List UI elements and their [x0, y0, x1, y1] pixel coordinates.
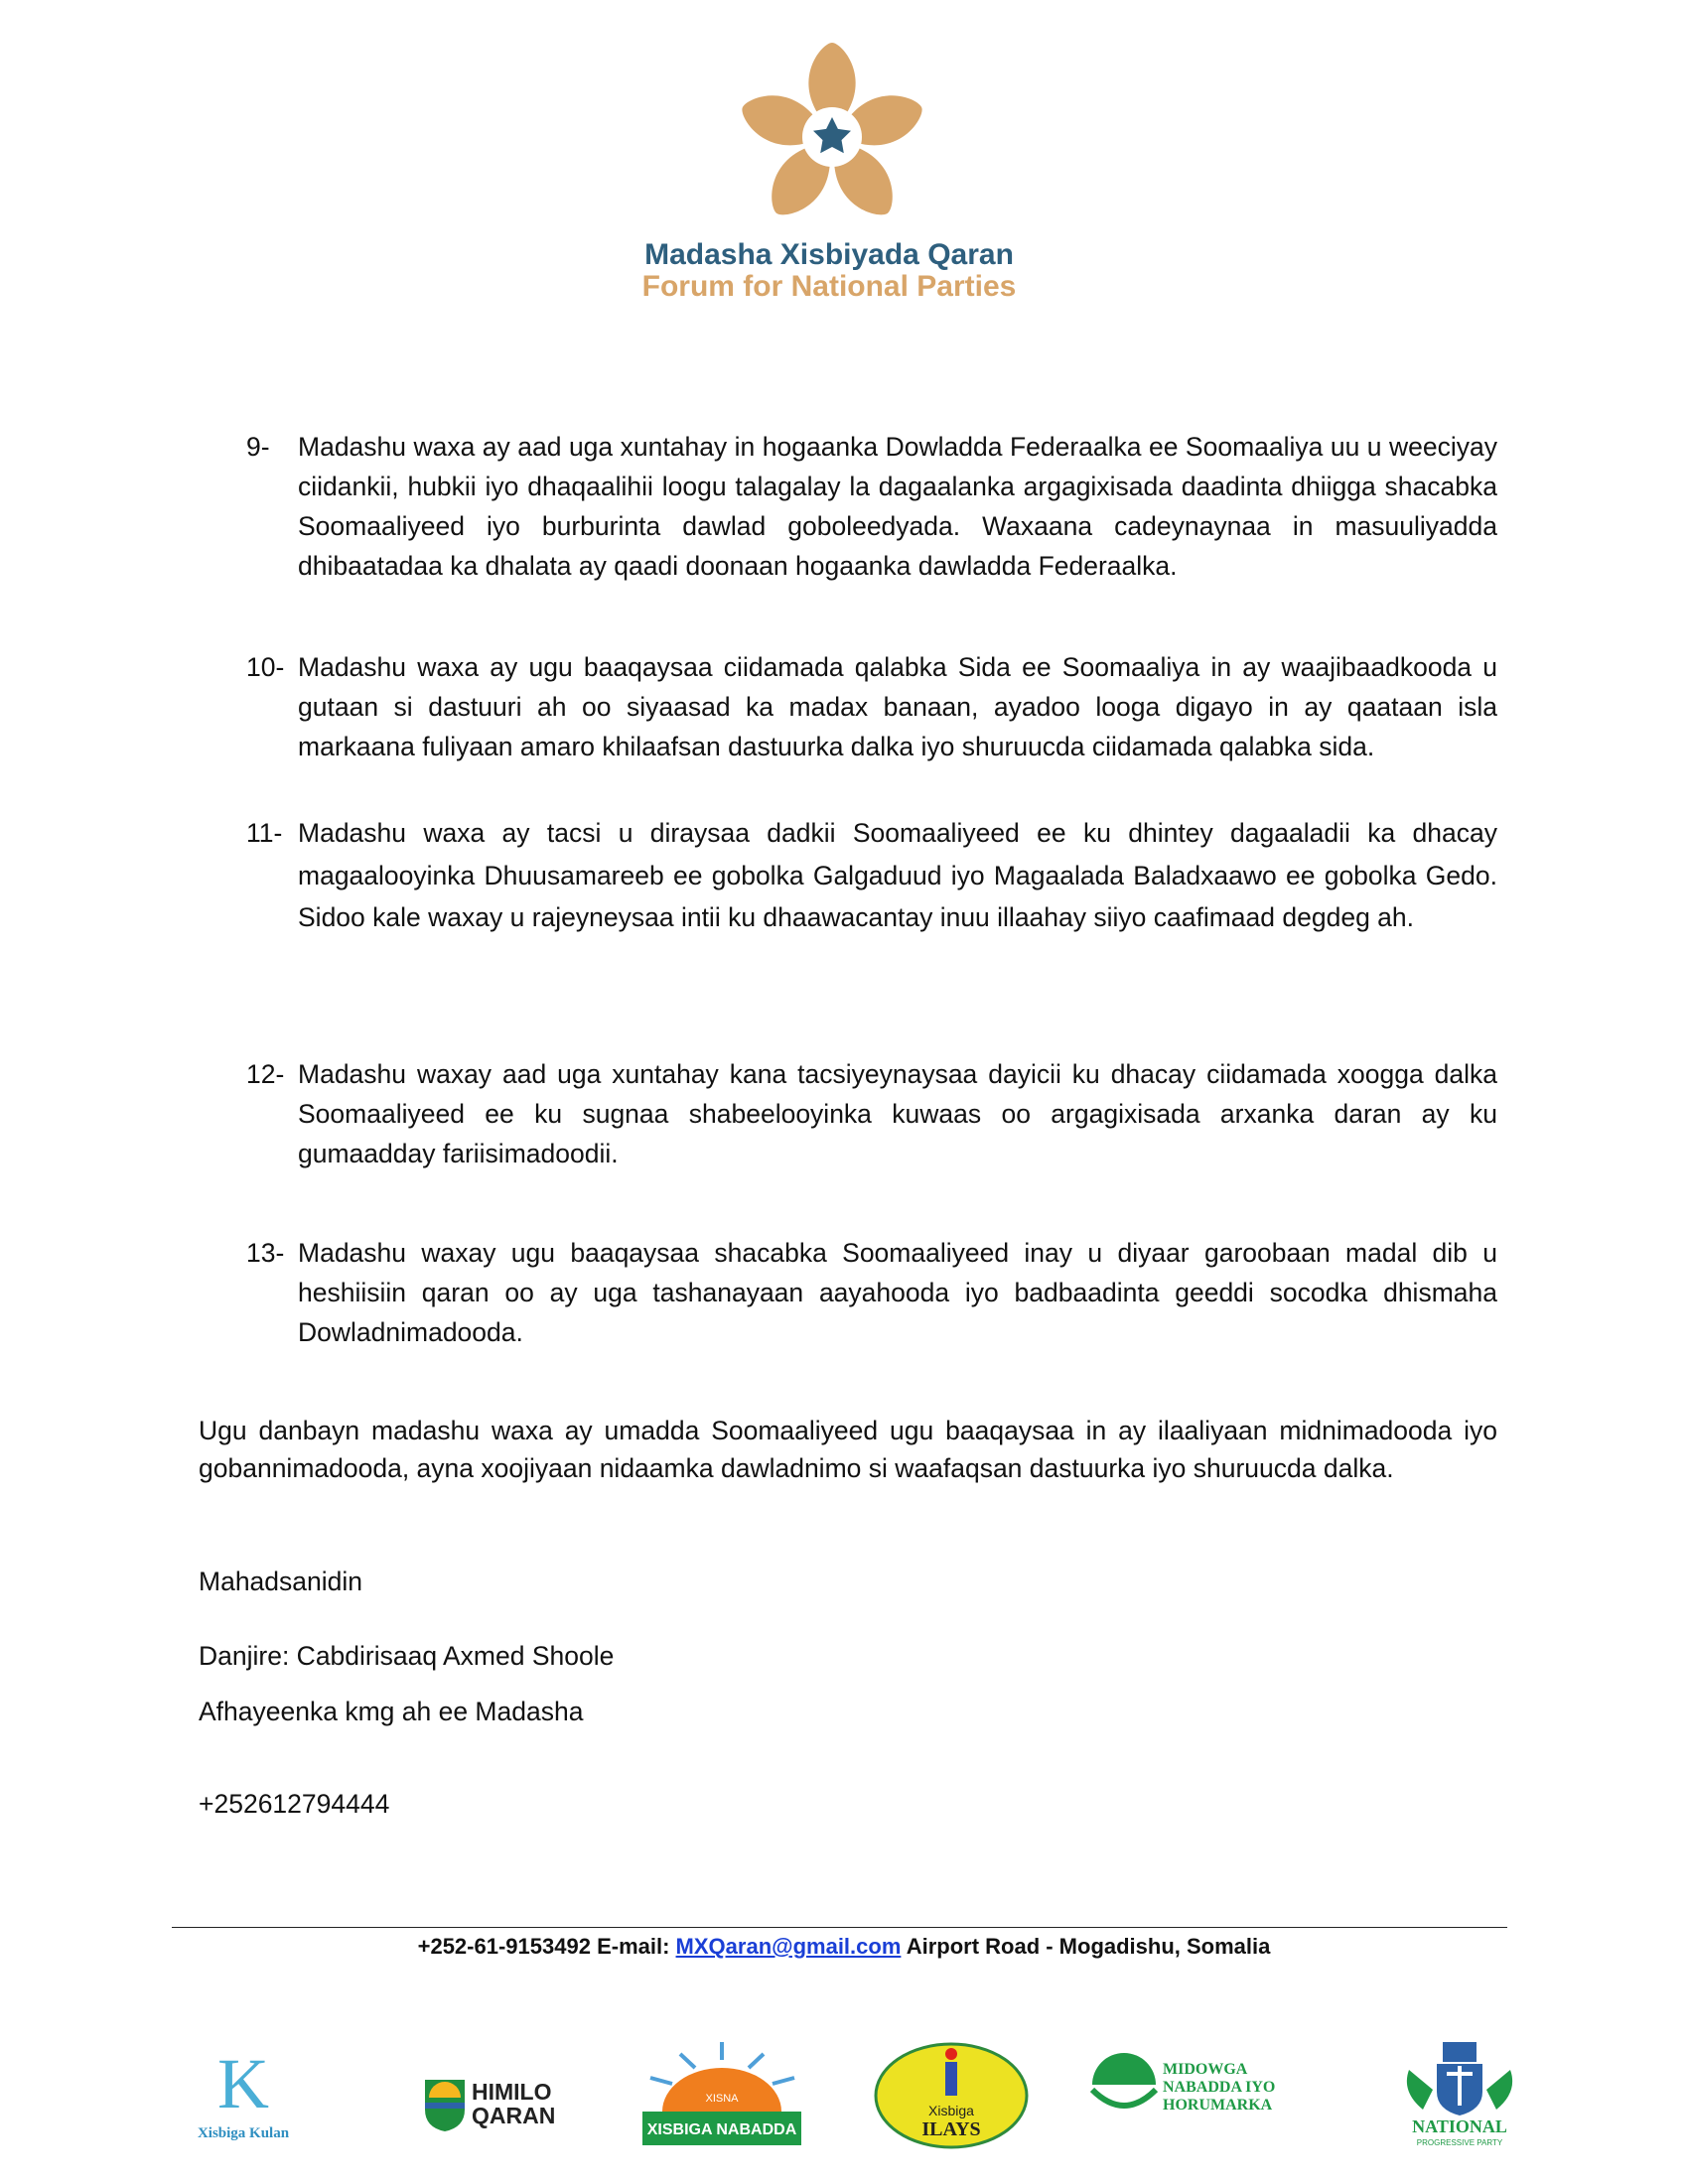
xisbiga-ilays-logo-icon — [872, 2040, 1031, 2149]
svg-text:HIMILO: HIMILO — [472, 2079, 552, 2105]
svg-text:Xisbiga: Xisbiga — [928, 2103, 974, 2118]
item-text: Madashu waxa ay aad uga xuntahay in hogaanka Dowladda Federaalka ee Soomaaliya uu u weeciyay ciidankii, hubkii iyo dhaqaalihii loogu talagalay la dagaalanka argagixisada daadinta dhiigga shacabka Soomaaliyeed iyo burburinta dawlad goboleedyada. Waxaana cadeynaynaa in masuuliyadda dhibaatadaa ka dhalata ay qaadi doonaan hogaanka dawladda Federaalka. — [298, 432, 1497, 581]
svg-text:PROGRESSIVE PARTY: PROGRESSIVE PARTY — [1416, 2138, 1503, 2147]
signer-phone: +252612794444 — [199, 1789, 390, 1819]
svg-text:NATIONAL: NATIONAL — [1412, 2116, 1507, 2136]
list-item-11 — [246, 812, 1497, 939]
footer-contact — [0, 1934, 1688, 1960]
midowga-nabadda-logo-icon — [1087, 2040, 1286, 2149]
star-flower-logo-icon — [733, 38, 931, 236]
item-number: 11- — [246, 818, 283, 848]
item-text: Madashu waxa ay ugu baaqaysaa ciidamada qalabka Sida ee Soomaaliya in ay waajibaadkooda u gutaan si dastuuri ah oo siyaasad ka madax banaan, ayadoo looga digayo in ay qaataan isla markaana fuliyaan amaro khilaafsan dastuurka dalka iyo shuruucda ciidamada qalabka sida. — [298, 652, 1497, 761]
xisbiga-nabadda-logo-icon — [640, 2040, 804, 2149]
thanks-line: Mahadsanidin — [199, 1567, 363, 1596]
svg-text:MIDOWGA: MIDOWGA — [1163, 2061, 1248, 2078]
footer-email-link[interactable]: MXQaran@gmail.com — [675, 1934, 902, 1959]
item-text: Madashu waxay aad uga xuntahay kana tacsiyeynaysaa dayicii ku dhacay ciidamada xoogga dalka Soomaaliyeed ee ku sugnaa shabeelooyinka kuwaas oo argagixisada arxanka daran ay ku gumaadday fariisimadoodii. — [298, 1059, 1497, 1168]
svg-text:XISNA: XISNA — [705, 2093, 739, 2105]
footer-divider — [172, 1927, 1507, 1928]
footer-email-label: E-mail: — [597, 1934, 670, 1959]
signer-title: Afhayeenka kmg ah ee Madasha — [199, 1697, 584, 1726]
closing-paragraph: Ugu danbayn madashu waxa ay umadda Soomaaliyeed ugu baaqaysaa in ay ilaaliyaan midnimadooda iyo gobannimadooda, ayna xoojiyaan nidaamka dawladnimo si waafaqsan dastuurka iyo shuruucda dalka. — [199, 1416, 1497, 1483]
footer-phone: +252-61-9153492 — [417, 1934, 591, 1959]
list-item-13 — [246, 1233, 1497, 1352]
svg-text:K: K — [217, 2044, 269, 2123]
item-number: 9- — [246, 432, 270, 462]
svg-text:Xisbiga Kulan: Xisbiga Kulan — [197, 2125, 290, 2141]
org-name-english: Forum for National Parties — [641, 270, 1017, 303]
item-number: 12- — [246, 1059, 285, 1089]
svg-text:NABADDA IYO: NABADDA IYO — [1163, 2079, 1276, 2096]
national-progressive-party-logo-icon — [1395, 2040, 1524, 2149]
svg-text:XISBIGA NABADDA: XISBIGA NABADDA — [646, 2121, 797, 2138]
list-item-12 — [246, 1054, 1497, 1173]
item-text: Madashu waxay ugu baaqaysaa shacabka Soomaaliyeed inay u diyaar garoobaan madal dib u heshiisiin qaran oo ay uga tashanayaan aayahooda iyo badbaadinta geeddi socodka dhismaha Dowladnimadooda. — [298, 1238, 1497, 1347]
list-item-10 — [246, 647, 1497, 766]
svg-text:QARAN: QARAN — [472, 2103, 556, 2128]
xisbiga-kulan-logo-icon — [184, 2040, 303, 2149]
org-name-somali: Madasha Xisbiyada Qaran — [644, 238, 1014, 271]
signer-name: Danjire: Cabdirisaaq Axmed Shoole — [199, 1641, 615, 1671]
item-text: Madashu waxa ay tacsi u diraysaa dadkii Soomaaliyeed ee ku dhintey dagaaladii ka dhacay magaalooyinka Dhuusamareeb ee gobolka Galgaduud iyo Magaalada Baladxaawo ee gobolka Gedo. Sidoo kale waxay u rajeyneysaa intii ku dhaawacantay inuu illaahay siiyo caafimaad degdeg ah. — [298, 818, 1497, 932]
footer-address: Airport Road - Mogadishu, Somalia — [906, 1934, 1271, 1959]
himilo-qaran-logo-icon — [417, 2040, 566, 2149]
svg-text:ILAYS: ILAYS — [921, 2118, 981, 2140]
item-number: 13- — [246, 1238, 285, 1268]
svg-text:HORUMARKA: HORUMARKA — [1163, 2097, 1273, 2114]
item-number: 10- — [246, 652, 285, 682]
list-item-9 — [246, 427, 1497, 586]
